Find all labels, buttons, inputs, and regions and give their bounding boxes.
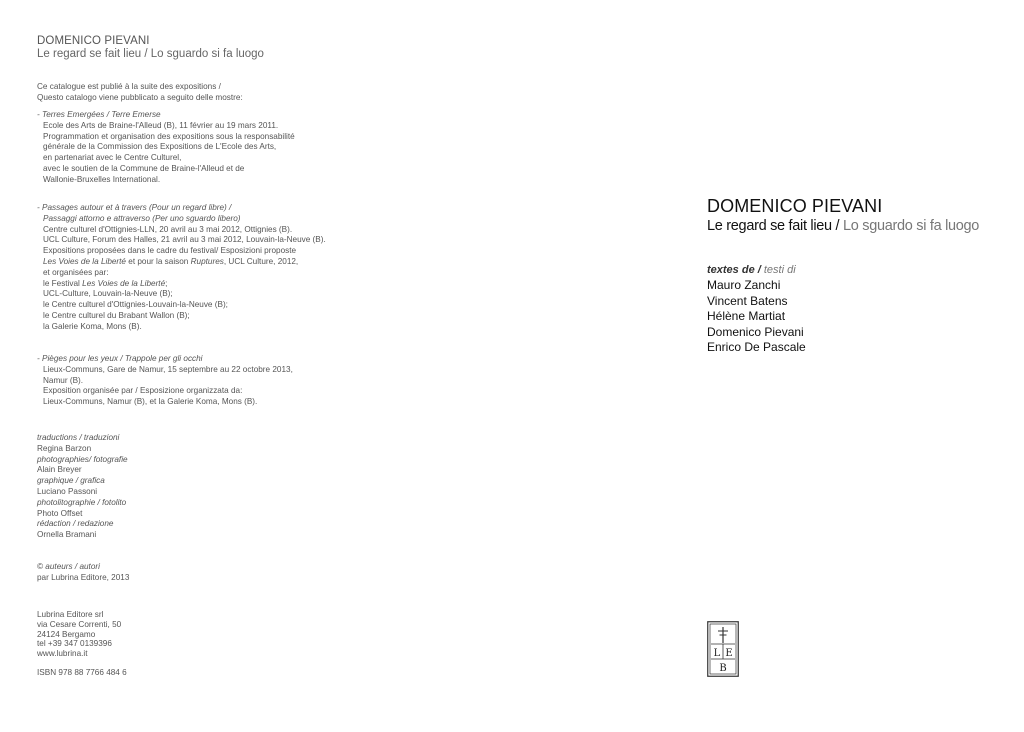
credit-role: photographies/ fotografie <box>37 454 128 464</box>
exhibition-title: - Passages autour et à travers (Pour un regard libre) / <box>37 203 232 212</box>
exhibition-line: Exposition organisée par / Esposizione organizzata da: <box>43 386 243 396</box>
credit-role: photolitographie / fotolito <box>37 497 127 507</box>
intro-line: Questo catalogo viene pubblicato a seguito delle mostre: <box>37 92 243 102</box>
title-line <box>707 217 1017 236</box>
text-fragment: le Festival <box>43 278 83 288</box>
title-author: DOMENICO PIEVANI <box>707 196 883 216</box>
exhibition-line: en partenariat avec le Centre Culturel, <box>43 153 182 163</box>
text-fragment: et pour la saison <box>126 256 191 266</box>
exhibition-line: et organisées par: <box>43 267 109 277</box>
title-italian: Lo sguardo si fa luogo <box>842 218 980 234</box>
exhibition-title: Passaggi attorno e attraverso (Per uno sguardo libero) <box>43 213 241 223</box>
credits <box>37 433 497 541</box>
text-fragment: , UCL Culture, 2012, <box>223 256 299 266</box>
publisher-address <box>37 610 497 659</box>
author-name: Hélène Martiat <box>707 309 786 323</box>
publisher-logo-icon <box>707 621 739 677</box>
text-fragment: ; <box>165 278 168 288</box>
exhibition-line: la Galerie Koma, Mons (B). <box>43 321 142 331</box>
texts-by-label <box>707 263 1017 278</box>
exhibition-line: UCL-Culture, Louvain-la-Neuve (B); <box>43 289 173 299</box>
intro <box>37 82 497 104</box>
publisher-line: via Cesare Correnti, 50 <box>37 619 122 629</box>
credit-name: Ornella Bramani <box>37 530 97 540</box>
exhibition-line: avec le soutien de la Commune de Braine-l'Alleud et de <box>43 163 245 173</box>
texts-by-italian: testi di <box>763 264 796 276</box>
exhibition-line: Ecole des Arts de Braine-l'Alleud (B), 11 février au 19 mars 2011. <box>43 120 279 130</box>
credit-role: graphique / grafica <box>37 476 105 486</box>
title-french: Le regard se fait lieu / <box>707 218 843 234</box>
publisher-line: www.lubrina.it <box>37 649 88 659</box>
exhibition-line: Programmation et organisation des expositions sous la responsabilité <box>43 131 295 141</box>
season-name: Ruptures <box>190 256 224 266</box>
exhibition-line: UCL Culture, Forum des Halles, 21 avril au 3 mai 2012, Louvain-la-Neuve (B). <box>43 235 326 245</box>
intro-line: Ce catalogue est publié à la suite des expositions / <box>37 82 221 91</box>
right-page <box>512 0 1024 732</box>
copyright-line: par Lubrina Editore, 2013 <box>37 572 130 582</box>
title-block <box>707 196 1017 236</box>
copyright <box>37 562 497 584</box>
isbn: ISBN 978 88 7766 484 6 <box>37 668 127 677</box>
exhibition-line: Wallonie-Bruxelles International. <box>43 174 161 184</box>
festival-name: Les Voies de la Liberté <box>43 256 126 266</box>
festival-name: Les Voies de la Liberté <box>82 278 166 288</box>
exhibition-line: générale de la Commission des Expositions de L'Ecole des Arts, <box>43 142 277 152</box>
exhibition-title: - Terres Emergées / Terre Emerse <box>37 110 161 119</box>
copyright-line: © auteurs / autori <box>37 562 100 571</box>
credit-role: traductions / traduzioni <box>37 433 120 442</box>
author-name: Vincent Batens <box>707 293 788 308</box>
texts-by-french: textes de / <box>707 264 764 276</box>
author-name: Enrico De Pascale <box>707 340 806 354</box>
exhibition-line: Namur (B). <box>43 375 84 385</box>
author-name: Mauro Zanchi <box>707 278 781 292</box>
logo-letter: E <box>725 648 733 659</box>
exhibition-line: le Centre culturel du Brabant Wallon (B); <box>43 310 190 320</box>
publisher-line: Lubrina Editore srl <box>37 610 104 619</box>
exhibition-line: Lieux-Communs, Gare de Namur, 15 septembre au 22 octobre 2013, <box>43 364 293 374</box>
logo-letter: B <box>719 663 727 674</box>
publisher-line: 24124 Bergamo <box>37 629 96 639</box>
author-name: Domenico Pievani <box>707 324 804 339</box>
authors-block <box>707 263 1017 356</box>
left-header <box>37 35 497 61</box>
publisher-line: tel +39 347 0139396 <box>37 639 112 649</box>
exhibition-1 <box>37 110 497 186</box>
exhibition-line: Expositions proposées dans le cadre du festival/ Esposizioni proposte <box>43 246 297 256</box>
exhibition-title: - Pièges pour les yeux / Trappole per gli occhi <box>37 354 203 363</box>
exhibition-2 <box>37 203 497 333</box>
header-title: Le regard se fait lieu / Lo sguardo si fa luogo <box>37 48 264 60</box>
credit-name: Regina Barzon <box>37 443 92 453</box>
credit-role: rédaction / redazione <box>37 519 114 529</box>
header-author: DOMENICO PIEVANI <box>37 35 150 47</box>
exhibition-3 <box>37 354 497 408</box>
credit-name: Photo Offset <box>37 508 83 518</box>
credit-name: Alain Breyer <box>37 465 82 475</box>
exhibition-line: Lieux-Communs, Namur (B), et la Galerie Koma, Mons (B). <box>43 397 258 407</box>
exhibition-line <box>37 257 497 268</box>
exhibition-line <box>37 279 497 290</box>
exhibition-line: le Centre culturel d'Ottignies-Louvain-la-Neuve (B); <box>43 300 228 310</box>
exhibition-line: Centre culturel d'Ottignies-LLN, 20 avril au 3 mai 2012, Ottignies (B). <box>43 224 293 234</box>
credit-name: Luciano Passoni <box>37 486 98 496</box>
logo-letter: L <box>713 648 721 659</box>
